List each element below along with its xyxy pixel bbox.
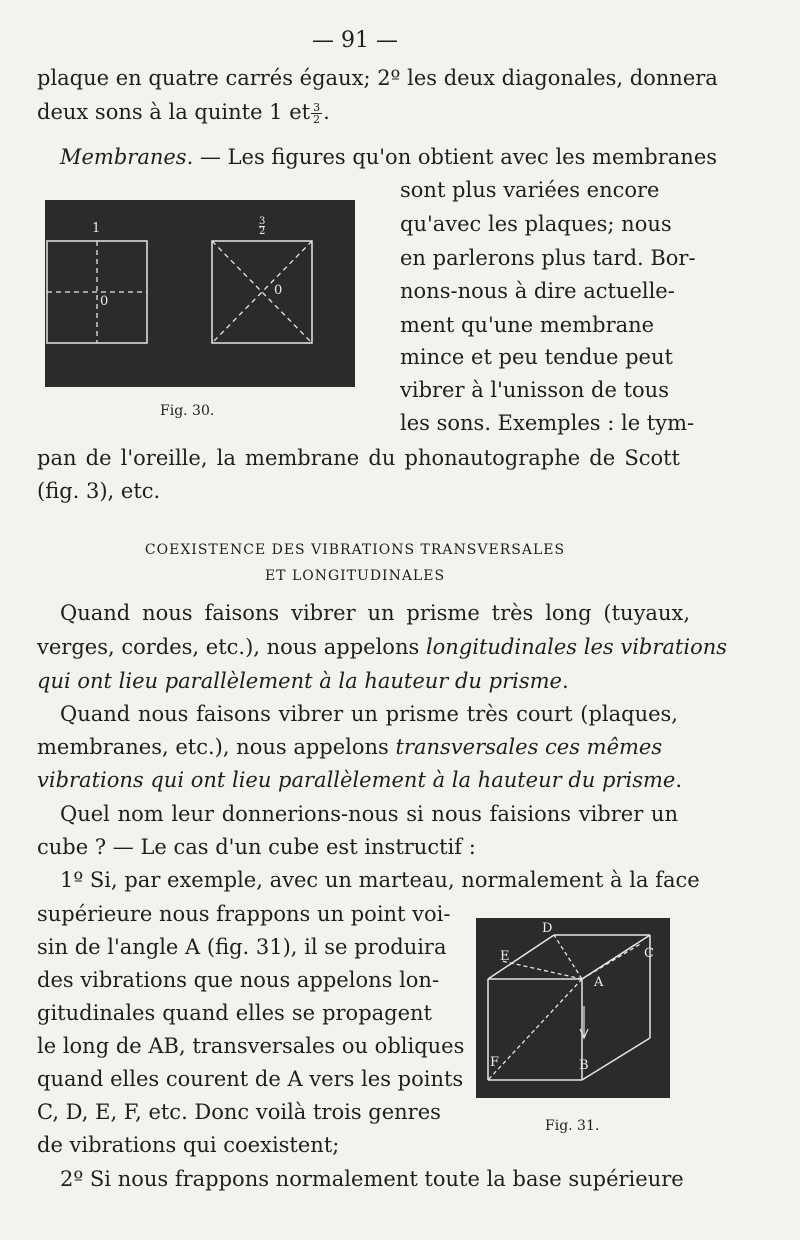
text-line: plaque en quatre carrés égaux; 2º les deux diagonales, donnera — [37, 66, 718, 90]
label-0: 0 — [100, 294, 109, 309]
section-label: Membranes. — [60, 145, 194, 169]
vertex-label-e: E — [500, 949, 510, 964]
vertex-label-f: F — [490, 1055, 500, 1070]
page-number: — 91 — — [312, 28, 398, 53]
text-line: les sons. Exemples : le tym- — [400, 411, 695, 435]
text-line: pan de l'oreille, la membrane du phonautographe de Scott — [37, 446, 680, 470]
text-line: ment qu'une membrane — [400, 313, 655, 337]
text-line: des vibrations que nous appelons lon- — [37, 968, 440, 992]
cube-diagram — [476, 918, 670, 1098]
text-line: en parlerons plus tard. Bor- — [400, 246, 696, 270]
text-line: sont plus variées encore — [400, 178, 660, 202]
text-line: supérieure nous frappons un point voi- — [37, 902, 451, 926]
text-line: vibrations qui ont lieu parallèlement à la hauteur du prisme. — [37, 768, 682, 792]
label-1: 1 — [92, 221, 101, 236]
text-line: membranes, etc.), nous appelons transversales ces mêmes — [37, 735, 663, 759]
text-line: qu'avec les plaques; nous — [400, 212, 672, 236]
vertex-label-a: A — [594, 975, 604, 990]
text-line: gitudinales quand elles se propagent — [37, 1001, 432, 1025]
text-line: Quand nous faisons vibrer un prisme très court (plaques, — [60, 702, 678, 726]
text-line: nons-nous à dire actuelle- — [400, 279, 675, 303]
text-line: (fig. 3), etc. — [37, 479, 161, 503]
text-line: qui ont lieu parallèlement à la hauteur du prisme. — [37, 669, 569, 693]
text-line: 2º Si nous frappons normalement toute la base supérieure — [60, 1167, 684, 1191]
text-line: Quel nom leur donnerions-nous si nous faisions vibrer un — [60, 802, 678, 826]
vertex-label-c: C — [644, 946, 654, 961]
text-line: de vibrations qui coexistent; — [37, 1133, 340, 1157]
text-line: quand elles courent de A vers les points — [37, 1067, 464, 1091]
text-line: sin de l'angle A (fig. 31), il se produira — [37, 935, 447, 959]
text-line: cube ? — Le cas d'un cube est instructif : — [37, 835, 476, 859]
figure-30 — [45, 200, 355, 387]
text-line: 1º Si, par exemple, avec un marteau, normalement à la face — [60, 868, 700, 892]
text-line: verges, cordes, etc.), nous appelons longitudinales les vibrations — [37, 635, 728, 659]
figure-caption: Fig. 31. — [545, 1118, 600, 1134]
text-line: mince et peu tendue peut — [400, 345, 673, 369]
text-line: le long de AB, transversales ou obliques — [37, 1034, 465, 1058]
section-heading: ET LONGITUDINALES — [264, 568, 446, 584]
label-3-2: 3 2 — [259, 216, 266, 237]
text-line: Quand nous faisons vibrer un prisme très long (tuyaux, — [60, 601, 690, 625]
text-line: Membranes. — Les figures qu'on obtient avec les membranes — [60, 145, 718, 169]
section-heading: COEXISTENCE DES VIBRATIONS TRANSVERSALES — [144, 542, 566, 558]
vertex-label-d: D — [542, 921, 553, 936]
figure-31 — [476, 918, 670, 1098]
text-line: C, D, E, F, etc. Donc voilà trois genres — [37, 1100, 441, 1124]
label-0: 0 — [274, 283, 283, 298]
vertex-label-b: B — [579, 1058, 589, 1073]
text-line: deux sons à la quinte 1 et $\frac{3}{2}$ . — [37, 100, 330, 126]
text-line: vibrer à l'unisson de tous — [400, 378, 669, 402]
figure-caption: Fig. 30. — [160, 403, 215, 419]
